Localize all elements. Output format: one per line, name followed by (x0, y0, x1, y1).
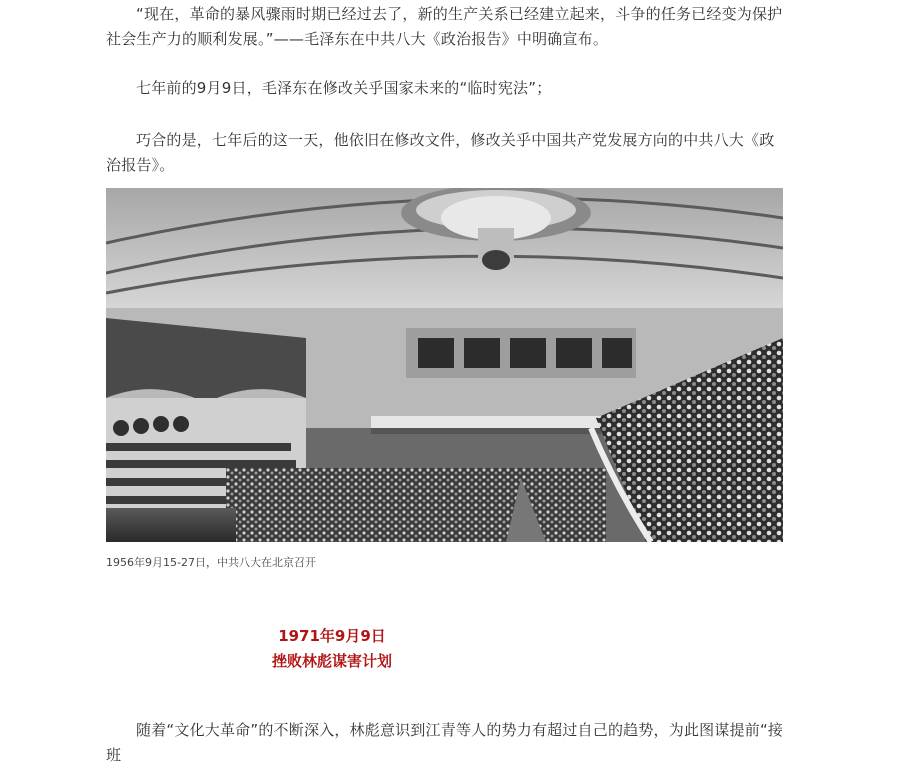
section-heading-title: 挫败林彪谋害计划 (271, 652, 392, 670)
paragraph-2: 七年前的9月9日，毛泽东在修改关乎国家未来的“临时宪法”； (136, 79, 552, 97)
congress-hall-photo (106, 188, 783, 542)
photo-caption: 1956年9月15-27日，中共八大在北京召开 (106, 556, 316, 569)
section-heading-date: 1971年9月9日 (278, 627, 386, 645)
paragraph-1: “现在，革命的暴风骤雨时期已经过去了，新的生产关系已经建立起来，斗争的任务已经变为保护社会生产力的顺利发展。”——毛泽东在中共八大《政治报告》中明确宣布。 (106, 5, 783, 48)
paragraph-3: 巧合的是，七年后的这一天，他依旧在修改文件，修改关乎中国共产党发展方向的中共八大《政治报告》。 (106, 131, 775, 174)
paragraph-4: 随着“文化大革命”的不断深入，林彪意识到江青等人的势力有超过自己的趋势，为此图谋提前“接班 (106, 721, 784, 764)
